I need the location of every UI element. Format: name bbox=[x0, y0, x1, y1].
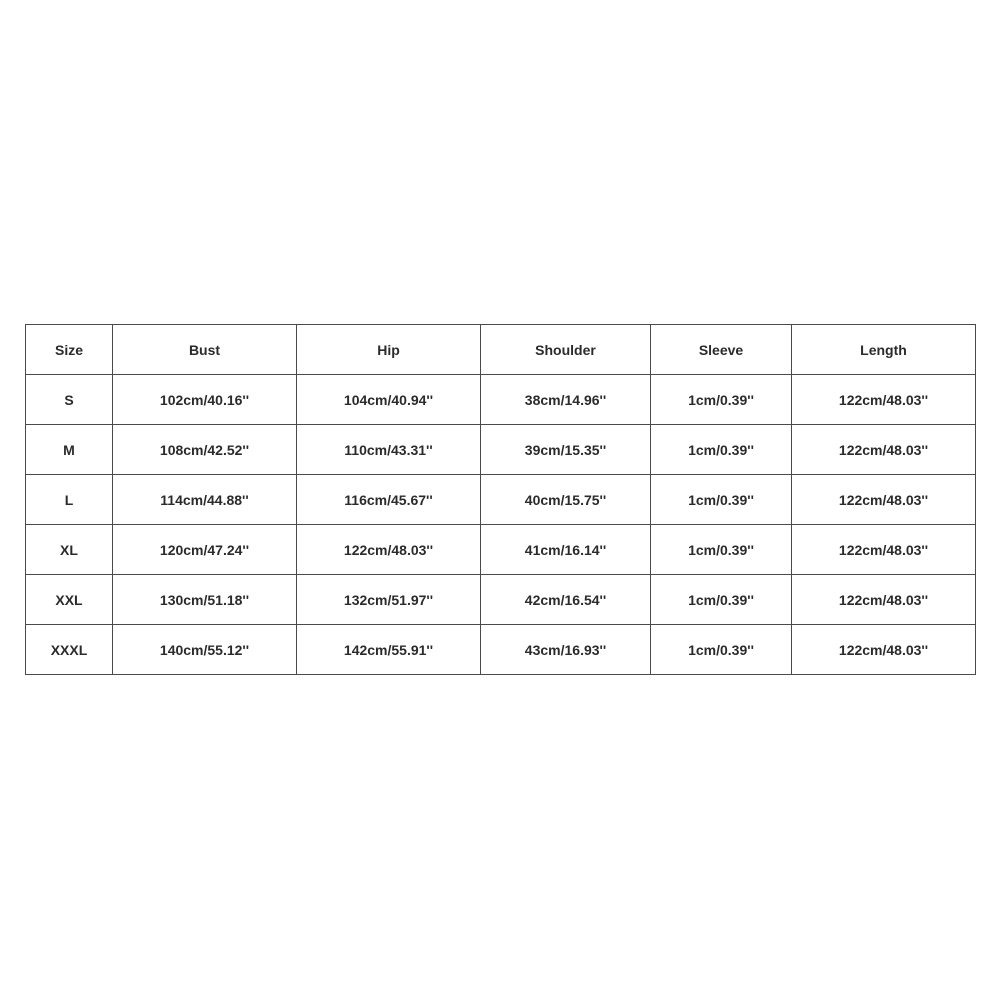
table-header-row bbox=[26, 325, 976, 375]
cell-bust: 114cm/44.88'' bbox=[113, 475, 297, 525]
header-size: Size bbox=[26, 325, 113, 375]
cell-bust: 140cm/55.12'' bbox=[113, 625, 297, 675]
cell-length: 122cm/48.03'' bbox=[792, 625, 976, 675]
header-sleeve: Sleeve bbox=[651, 325, 792, 375]
header-hip: Hip bbox=[297, 325, 481, 375]
header-shoulder: Shoulder bbox=[481, 325, 651, 375]
cell-size: XL bbox=[26, 525, 113, 575]
cell-bust: 102cm/40.16'' bbox=[113, 375, 297, 425]
cell-size: XXXL bbox=[26, 625, 113, 675]
cell-sleeve: 1cm/0.39'' bbox=[651, 425, 792, 475]
cell-shoulder: 42cm/16.54'' bbox=[481, 575, 651, 625]
cell-sleeve: 1cm/0.39'' bbox=[651, 475, 792, 525]
table-row bbox=[26, 575, 976, 625]
cell-shoulder: 43cm/16.93'' bbox=[481, 625, 651, 675]
cell-sleeve: 1cm/0.39'' bbox=[651, 625, 792, 675]
cell-bust: 108cm/42.52'' bbox=[113, 425, 297, 475]
cell-length: 122cm/48.03'' bbox=[792, 425, 976, 475]
cell-shoulder: 41cm/16.14'' bbox=[481, 525, 651, 575]
header-length: Length bbox=[792, 325, 976, 375]
cell-size: XXL bbox=[26, 575, 113, 625]
table-row bbox=[26, 525, 976, 575]
cell-hip: 142cm/55.91'' bbox=[297, 625, 481, 675]
cell-size: M bbox=[26, 425, 113, 475]
header-bust: Bust bbox=[113, 325, 297, 375]
cell-hip: 110cm/43.31'' bbox=[297, 425, 481, 475]
table-row bbox=[26, 375, 976, 425]
cell-shoulder: 38cm/14.96'' bbox=[481, 375, 651, 425]
table-row bbox=[26, 425, 976, 475]
cell-bust: 120cm/47.24'' bbox=[113, 525, 297, 575]
cell-size: S bbox=[26, 375, 113, 425]
cell-shoulder: 39cm/15.35'' bbox=[481, 425, 651, 475]
cell-hip: 132cm/51.97'' bbox=[297, 575, 481, 625]
cell-sleeve: 1cm/0.39'' bbox=[651, 375, 792, 425]
cell-length: 122cm/48.03'' bbox=[792, 475, 976, 525]
cell-sleeve: 1cm/0.39'' bbox=[651, 525, 792, 575]
cell-hip: 116cm/45.67'' bbox=[297, 475, 481, 525]
cell-length: 122cm/48.03'' bbox=[792, 525, 976, 575]
cell-length: 122cm/48.03'' bbox=[792, 575, 976, 625]
cell-hip: 104cm/40.94'' bbox=[297, 375, 481, 425]
cell-bust: 130cm/51.18'' bbox=[113, 575, 297, 625]
cell-size: L bbox=[26, 475, 113, 525]
cell-hip: 122cm/48.03'' bbox=[297, 525, 481, 575]
cell-shoulder: 40cm/15.75'' bbox=[481, 475, 651, 525]
size-chart-table bbox=[25, 324, 976, 675]
table-row bbox=[26, 475, 976, 525]
table-row bbox=[26, 625, 976, 675]
cell-sleeve: 1cm/0.39'' bbox=[651, 575, 792, 625]
cell-length: 122cm/48.03'' bbox=[792, 375, 976, 425]
